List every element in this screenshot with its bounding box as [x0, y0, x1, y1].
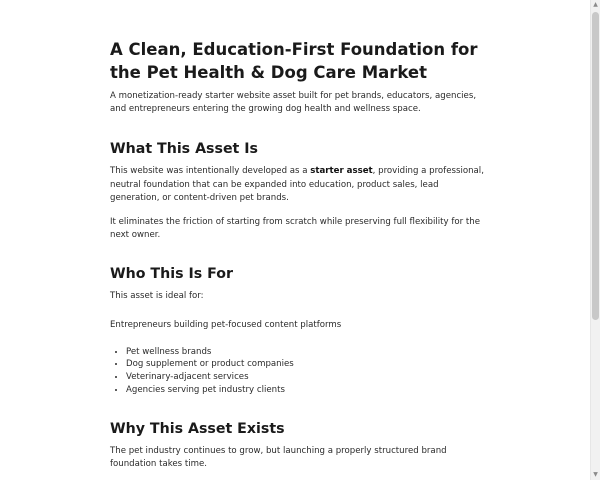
list-item: • Pet wellness brands: [126, 346, 485, 359]
what-paragraph-1: [110, 165, 485, 205]
starter-asset-emphasis: starter asset: [310, 166, 373, 177]
scrollbar-thumb[interactable]: [592, 12, 599, 320]
section-title-why: Why This Asset Exists: [110, 421, 285, 438]
scroll-up-arrow-icon[interactable]: ▲: [593, 1, 598, 8]
vertical-scrollbar[interactable]: [590, 0, 600, 480]
article-content: [110, 38, 485, 472]
section-title-who: Who This Is For: [110, 266, 233, 283]
scroll-down-arrow-icon[interactable]: ▼: [593, 471, 598, 478]
list-item: • Dog supplement or product companies: [126, 358, 485, 371]
section-title-what: What This Asset Is: [110, 141, 259, 158]
what-paragraph-2: It eliminates the friction of starting from scratch while preserving full flexibility for the next owner.: [110, 217, 481, 241]
audience-list: [110, 346, 485, 396]
what-text-after: , providing a professional, neutral foundation that can be expanded into education, product sales, lead generation, or content-driven pet brands.: [110, 166, 484, 203]
why-paragraph-1: The pet industry continues to grow, but launching a properly structured brand foundation takes time.: [110, 446, 447, 470]
list-item: • Veterinary-adjacent services: [126, 371, 485, 384]
intro-paragraph: A monetization-ready starter website asset built for pet brands, educators, agencies, and entrepreneurs entering the growing dog health and wellness space.: [110, 91, 477, 115]
who-paragraph-1: This asset is ideal for:: [110, 291, 204, 302]
page-title: A Clean, Education-First Foundation for the Pet Health & Dog Care Market: [110, 40, 478, 82]
what-text-before: This website was intentionally developed as a: [110, 166, 311, 177]
who-paragraph-2: Entrepreneurs building pet-focused content platforms: [110, 319, 342, 330]
list-item: • Agencies serving pet industry clients: [126, 384, 485, 397]
